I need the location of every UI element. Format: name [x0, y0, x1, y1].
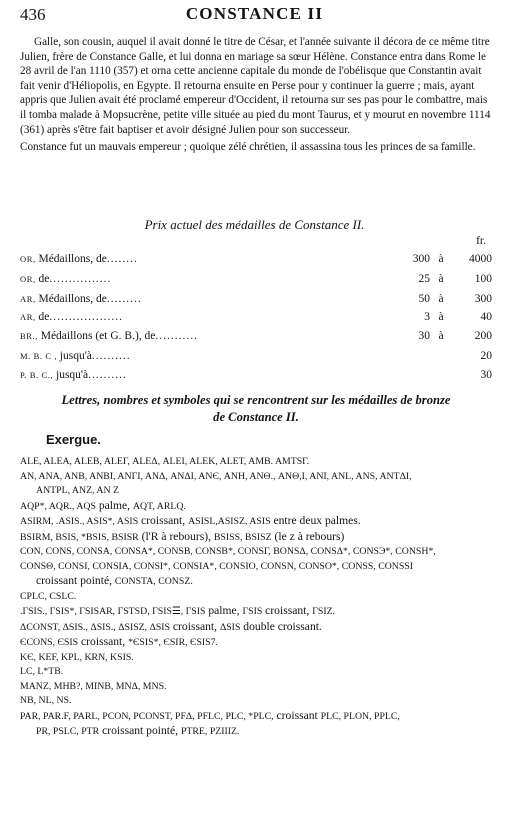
mint-marks: ASIRM, .ASIS., ASIS*, ASIS	[20, 516, 139, 527]
price-description: Médaillons (et G. B.), de	[40, 330, 156, 342]
description: croissant	[273, 708, 321, 722]
description: croissant,	[262, 604, 313, 617]
price-separator: à	[438, 330, 444, 342]
leader-dots: ........	[106, 253, 138, 265]
price-label	[20, 253, 138, 265]
mint-mark-line	[20, 680, 496, 695]
mint-mark-line	[20, 635, 496, 651]
mint-marks: ΓSIZ.	[312, 606, 336, 617]
mint-mark-line	[20, 455, 496, 470]
price-row	[20, 311, 492, 329]
mint-marks: CON, CONS, CONSA, CONSA*, CONSB, CONSB*, CONSΓ, BONSΔ, CONSΔ*, CONSЭ*, CONSH*,	[20, 546, 436, 557]
price-label	[20, 311, 123, 323]
mint-mark-line	[20, 590, 496, 605]
metal-abbreviation: OR,	[20, 274, 39, 284]
price-label	[20, 369, 127, 381]
price-separator: à	[438, 253, 444, 265]
mint-marks: CONSΘ, CONSI, CONSIA, CONSI*, CONSIA*, CONSIO, CONSN, CONSO*, CONSS, CONSSI	[20, 560, 414, 572]
price-description: de	[38, 273, 50, 285]
price-row	[20, 330, 492, 348]
metal-abbreviation: BR.,	[20, 331, 41, 341]
mint-marks: AQP*, AQR., AQS	[20, 500, 96, 512]
title-line: de Constance II.	[213, 410, 299, 424]
price-to: 200	[474, 330, 492, 342]
biography-text	[20, 35, 492, 155]
mint-mark-line	[20, 665, 496, 680]
price-label	[20, 273, 111, 285]
mint-marks: AN, ANA, ANB, ANBI, ANΓI, ANΔ, ANΔI, ANЄ, ANH, ANΘ., ANΘ,I, ANI, ANL, ANS, ANTΔI,	[20, 470, 412, 482]
leader-dots: ..........	[88, 369, 127, 381]
mint-mark-line	[20, 724, 496, 740]
mint-marks: PTRE, PZIIIZ.	[180, 726, 240, 737]
mint-marks: ALE, ALEA, ALEB, ALEΓ, ALEΔ, ALEI, ALEK, ALET, AMB. AMTSΓ.	[20, 456, 310, 467]
price-row	[20, 293, 492, 311]
description: croissant,	[170, 619, 220, 633]
page-header	[0, 4, 509, 28]
price-to: 300	[474, 293, 492, 305]
mint-marks: BSISS, BSISZ	[213, 531, 272, 543]
leader-dots: ..........	[91, 350, 131, 362]
price-row	[20, 273, 492, 291]
leader-dots: .........	[106, 293, 142, 305]
price-to: 20	[480, 350, 492, 362]
mint-mark-line	[20, 709, 496, 725]
price-to: 100	[474, 273, 492, 285]
description: croissant,	[138, 514, 189, 527]
running-title: CONSTANCE II	[185, 4, 324, 23]
mint-marks: BSIRM, BSIS, *BSIS, BSISR	[20, 531, 139, 543]
mint-mark-line	[20, 560, 496, 575]
mint-marks: ЄCONS, ЄSIS	[20, 637, 79, 648]
price-row	[20, 350, 492, 368]
mint-marks: LC, L*TB.	[20, 666, 64, 677]
currency-unit: fr.	[476, 235, 486, 247]
metal-abbreviation: AR,	[20, 294, 39, 304]
price-to: 30	[480, 369, 492, 381]
mint-marks: PR, PSLC, PTR	[36, 726, 100, 737]
price-from: 50	[418, 293, 430, 305]
leader-dots: ...................	[49, 311, 123, 323]
description: palme,	[95, 498, 133, 512]
price-row	[20, 369, 492, 387]
metal-abbreviation: AR,	[20, 312, 39, 322]
price-section-title: Prix actuel des médailles de Constance II.	[144, 217, 365, 232]
description: croissant pointé,	[99, 724, 181, 737]
leader-dots: ...........	[155, 330, 199, 342]
price-to: 40	[480, 311, 492, 323]
price-label	[20, 293, 142, 305]
mint-marks: MANZ, MHB?, MINB, MNΔ, MNS.	[20, 680, 167, 692]
mint-mark-line	[20, 514, 496, 530]
mint-marks: AQT, ARLQ.	[132, 500, 186, 512]
mint-marks: PLC, PLON, PPLC,	[320, 710, 400, 722]
price-from: 300	[412, 253, 430, 265]
paragraph: Galle, son cousin, auquel il avait donné le titre de César, et l'année suivante il décora de ce même titre Julien, frère de Constance Galle, et lui donna en mariage sa sœur Hélène. Constance entra dans Rome le 28 avril de l'an 1110 (357) et orna cette ancienne capitale du monde de l'obélisque que Constantin avait fait venir d'Héliopolis, en Egypte. Il retourna ensuite en Perse pour y continuer la guerre ; mais, ayant appris que Julien avait été proclamé empereur d'Occident, il retourna sur ses pas pour le combattre, mais il tomba malade à Mopsucrène, petite ville située au pied du mont Taurus, et y mourut en novembre 1114 (361) après s'être fait baptiser et avoir désigné Julien pour son successeur.	[20, 36, 491, 136]
title-line: Lettres, nombres et symboles qui se rencontrent sur les médailles de bronze	[61, 393, 451, 407]
metal-abbreviation: OR,	[20, 254, 39, 264]
mint-marks-list	[20, 455, 496, 740]
mint-marks: CONSTA, CONSZ.	[114, 576, 193, 587]
description: croissant pointé,	[36, 574, 115, 587]
price-label	[20, 350, 131, 362]
mint-marks: KЄ, KEF, KPL, KRN, KSIS.	[20, 651, 134, 663]
mint-marks: ANTPL, ANZ, AN Z	[36, 485, 120, 496]
mint-mark-line	[20, 530, 496, 546]
mint-marks: ΔSIS	[219, 621, 241, 633]
price-description: Médaillons, de	[38, 293, 107, 305]
description: palme,	[205, 604, 243, 617]
price-separator: à	[438, 311, 444, 323]
price-separator: à	[438, 273, 444, 285]
mint-marks: *ЄSIS*, ЄSIR, ЄSIS7.	[128, 637, 218, 648]
mint-marks: PAR, PAR.F, PARL, PCON, PCONST, PFΔ, PFLC, PLC, *PLC,	[20, 710, 274, 722]
mint-mark-line	[20, 620, 496, 636]
mint-mark-line	[20, 574, 496, 590]
mint-mark-line	[20, 499, 496, 515]
metal-abbreviation: M. B. C ,	[20, 351, 60, 361]
mint-mark-line	[20, 694, 496, 709]
mint-marks: ASISL,ASISZ, ASIS	[188, 516, 271, 527]
price-from: 3	[424, 311, 430, 323]
mint-marks: .ΓSIS., ΓSIS*, ΓSISAR, ΓSTSD, ΓSIS☰, ΓSIS	[20, 606, 206, 617]
mint-mark-line	[20, 651, 496, 666]
mint-marks: NB, NL, NS.	[20, 695, 72, 706]
price-description: jusqu'à	[56, 369, 89, 381]
description: (l'R à rebours),	[138, 529, 214, 543]
metal-abbreviation: P. B. C.,	[20, 370, 56, 380]
mint-marks: ΓSIS	[242, 606, 263, 617]
paragraph: Constance fut un mauvais empereur ; quoique zélé chrétien, il assassina tous les princes de sa famille.	[20, 141, 476, 154]
mint-mark-line	[20, 470, 496, 485]
price-row	[20, 253, 492, 271]
price-separator: à	[438, 293, 444, 305]
description: double croissant.	[240, 619, 322, 633]
price-description: de	[38, 311, 50, 323]
mint-marks: CPLC, CSLC.	[20, 590, 77, 602]
price-from: 30	[418, 330, 430, 342]
price-description: Médaillons, de	[38, 253, 107, 265]
price-description: jusqu'à	[59, 350, 92, 362]
leader-dots: ................	[49, 273, 112, 285]
description: (le z à rebours)	[271, 529, 345, 543]
description: croissant,	[78, 635, 129, 648]
description: entre deux palmes.	[270, 514, 361, 527]
exergue-heading: Exergue.	[46, 432, 101, 447]
price-from: 25	[418, 273, 430, 285]
mint-mark-line	[20, 484, 496, 499]
mint-mark-line	[20, 604, 496, 620]
letters-section-title	[20, 392, 492, 426]
mint-marks: ΔCONST, ΔSIS., ΔSIS., ΔSISZ, ΔSIS	[20, 621, 171, 633]
price-label	[20, 330, 198, 342]
mint-mark-line	[20, 545, 496, 560]
price-to: 4000	[469, 253, 492, 265]
page-number: 436	[20, 5, 46, 24]
